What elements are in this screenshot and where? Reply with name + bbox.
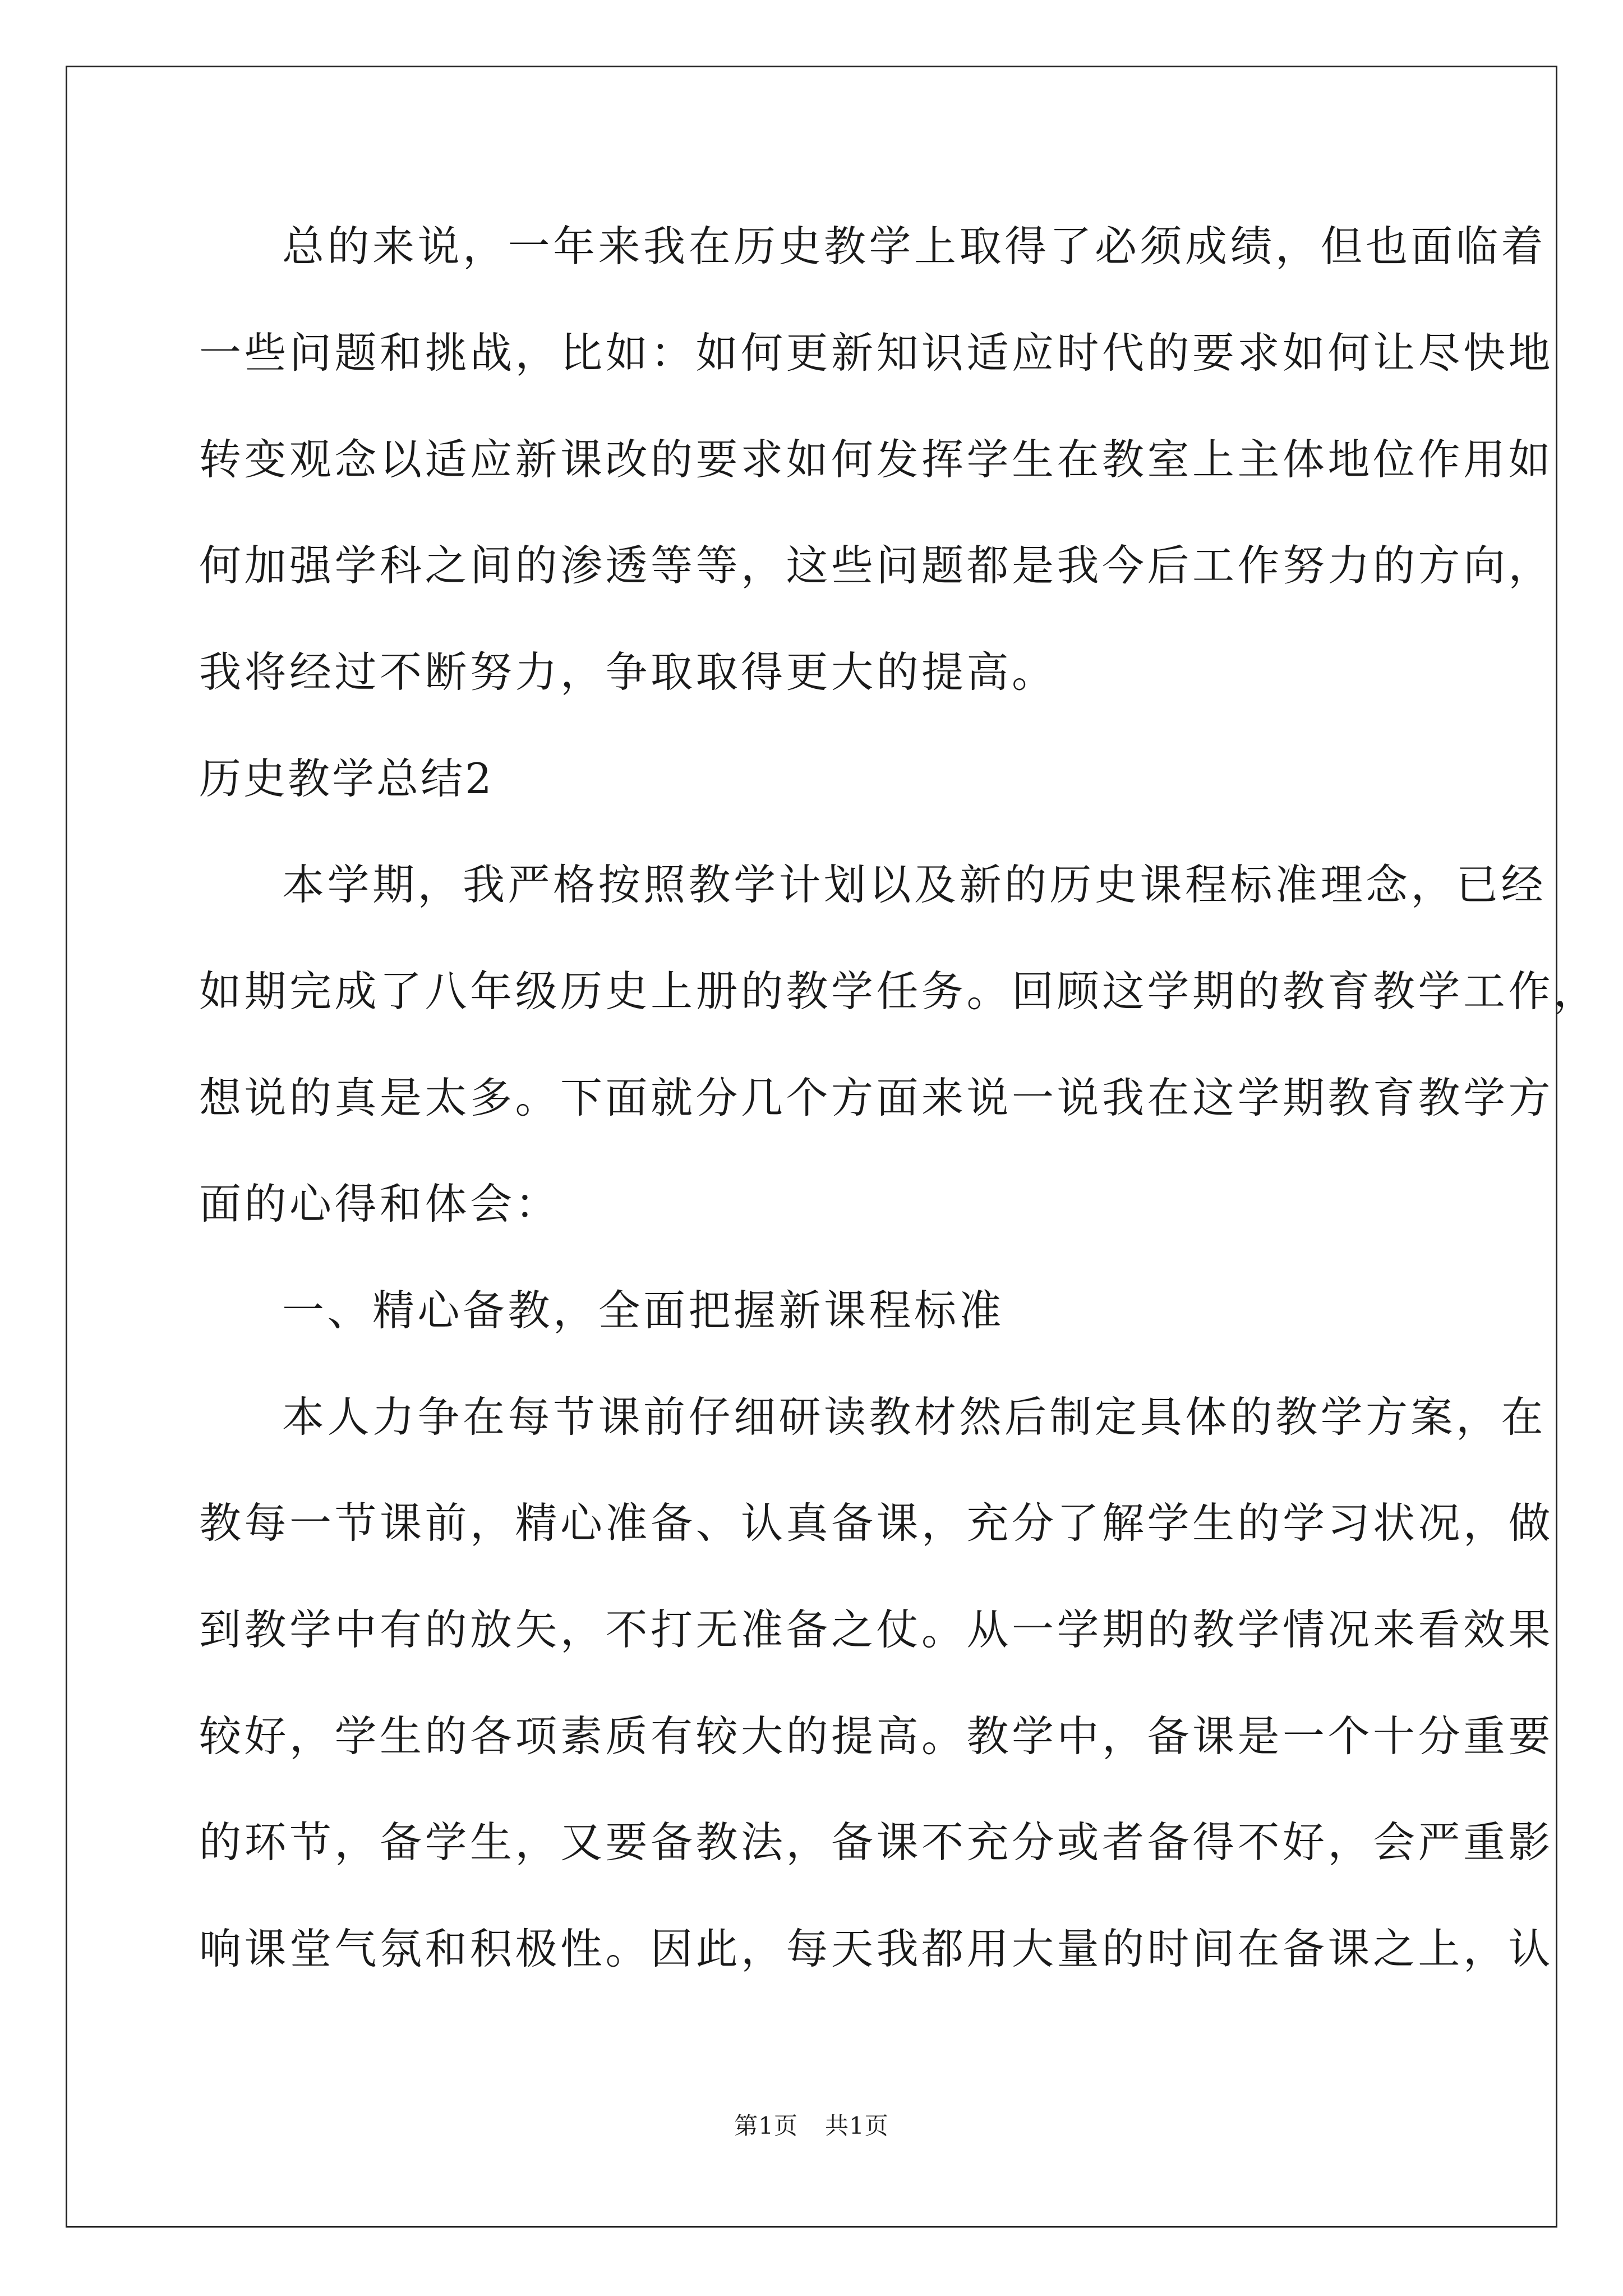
page-border — [66, 66, 1557, 2228]
page-footer — [0, 2109, 1623, 2143]
paragraph-line: 的环节，备学生，又要备教法，备课不充分或者备得不好，会严重影 — [199, 1818, 1554, 1867]
section-title: 历史教学总结2 — [199, 754, 494, 803]
page-number: 第1页 — [734, 2112, 798, 2139]
paragraph-line: 一些问题和挑战，比如：如何更新知识适应时代的要求如何让尽快地 — [199, 328, 1554, 378]
paragraph-line: 响课堂气氛和积极性。因此，每天我都用大量的时间在备课之上，认 — [199, 1924, 1554, 1973]
paragraph-line: 如期完成了八年级历史上册的教学任务。回顾这学期的教育教学工作， — [199, 967, 1599, 1016]
paragraph-line: 想说的真是太多。下面就分几个方面来说一说我在这学期教育教学方 — [199, 1073, 1554, 1122]
paragraph-line: 何加强学科之间的渗透等等，这些问题都是我今后工作努力的方向， — [199, 541, 1554, 590]
paragraph-line: 面的心得和体会： — [199, 1179, 561, 1228]
paragraph-line: 教每一节课前，精心准备、认真备课，充分了解学生的学习状况，做 — [199, 1498, 1554, 1548]
paragraph-line: 总的来说，一年来我在历史教学上取得了必须成绩，但也面临着 — [282, 222, 1547, 271]
paragraph-line: 转变观念以适应新课改的要求如何发挥学生在教室上主体地位作用如 — [199, 435, 1554, 484]
page-total: 共1页 — [825, 2112, 889, 2139]
subsection-heading: 一、精心备教，全面把握新课程标准 — [282, 1286, 1005, 1335]
paragraph-line: 本人力争在每节课前仔细研读教材然后制定具体的教学方案，在 — [282, 1392, 1547, 1442]
paragraph-line: 我将经过不断努力，争取取得更大的提高。 — [199, 647, 1057, 697]
paragraph-line: 较好，学生的各项素质有较大的提高。教学中，备课是一个十分重要 — [199, 1711, 1554, 1761]
paragraph-line: 本学期，我严格按照教学计划以及新的历史课程标准理念，已经 — [282, 860, 1547, 909]
paragraph-line: 到教学中有的放矢，不打无准备之仗。从一学期的教学情况来看效果 — [199, 1605, 1554, 1654]
